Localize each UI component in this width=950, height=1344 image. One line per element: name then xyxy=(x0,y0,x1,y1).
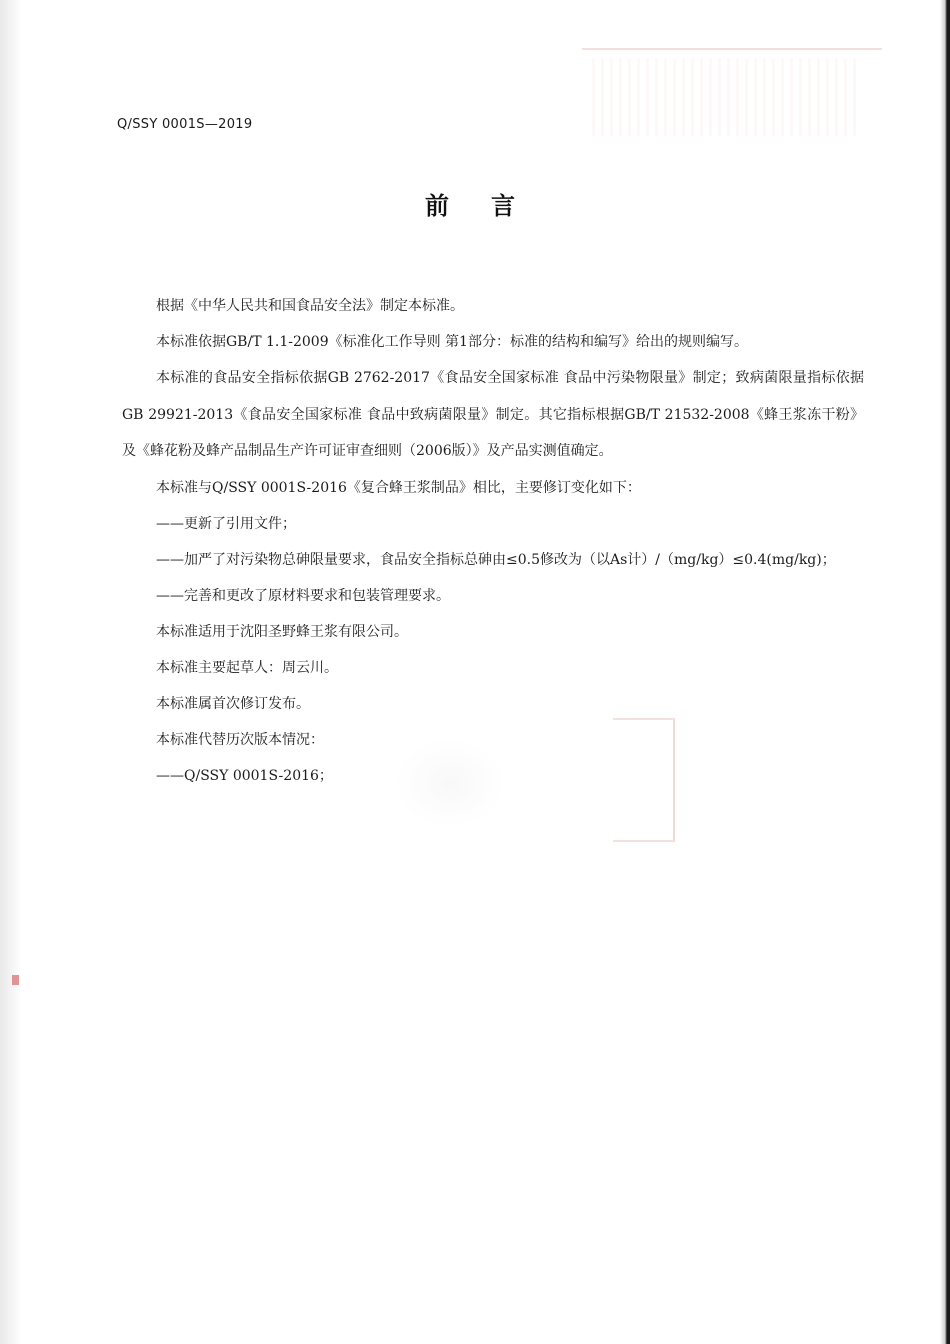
paragraph-drafting-rules: 本标准依据GB/T 1.1-2009《标准化工作导则 第1部分：标准的结构和编写》给出的规则编写。 xyxy=(156,334,748,350)
paragraph-drafter: 本标准主要起草人：周云川。 xyxy=(156,660,338,677)
list-item-revision: ——完善和更改了原材料要求和包装管理要求。 xyxy=(156,588,450,605)
document-body xyxy=(122,288,864,794)
page-title: 前言 xyxy=(425,191,557,220)
paragraph-safety-indicators: 本标准的食品安全指标依据GB 2762-2017《食品安全国家标准 食品中污染物限量》制定；致病菌限量指标依据GB 29921-2013《食品安全国家标准 食品中致病菌限量》制定。其它指标根据GB/T 21532-2008《蜂王浆冻干粉》及《蜂花粉及蜂产品制品生产许可证审查细则（2006版）》及产品实测值确定。 xyxy=(122,370,864,460)
document-code: Q/SSY 0001S—2019 xyxy=(117,117,253,132)
paragraph-first-revision: 本标准属首次修订发布。 xyxy=(156,696,310,713)
paragraph-scope: 本标准适用于沈阳圣野蜂王浆有限公司。 xyxy=(156,624,408,641)
paragraph-legal-basis: 根据《中华人民共和国食品安全法》制定本标准。 xyxy=(156,298,464,314)
faded-stamp-top xyxy=(582,48,882,142)
binding-mark xyxy=(12,975,19,985)
list-item-revision: ——更新了引用文件； xyxy=(156,515,296,532)
list-item-previous-version: ——Q/SSY 0001S-2016； xyxy=(156,768,333,785)
list-item-revision: ——加严了对污染物总砷限量要求，食品安全指标总砷由≤0.5修改为（以As计）/（mg/kg）≤0.4(mg/kg)； xyxy=(156,551,836,568)
paragraph-replaced-versions: 本标准代替历次版本情况： xyxy=(156,732,324,749)
paragraph-revision-intro: 本标准与Q/SSY 0001S-2016《复合蜂王浆制品》相比，主要修订变化如下： xyxy=(156,479,641,496)
